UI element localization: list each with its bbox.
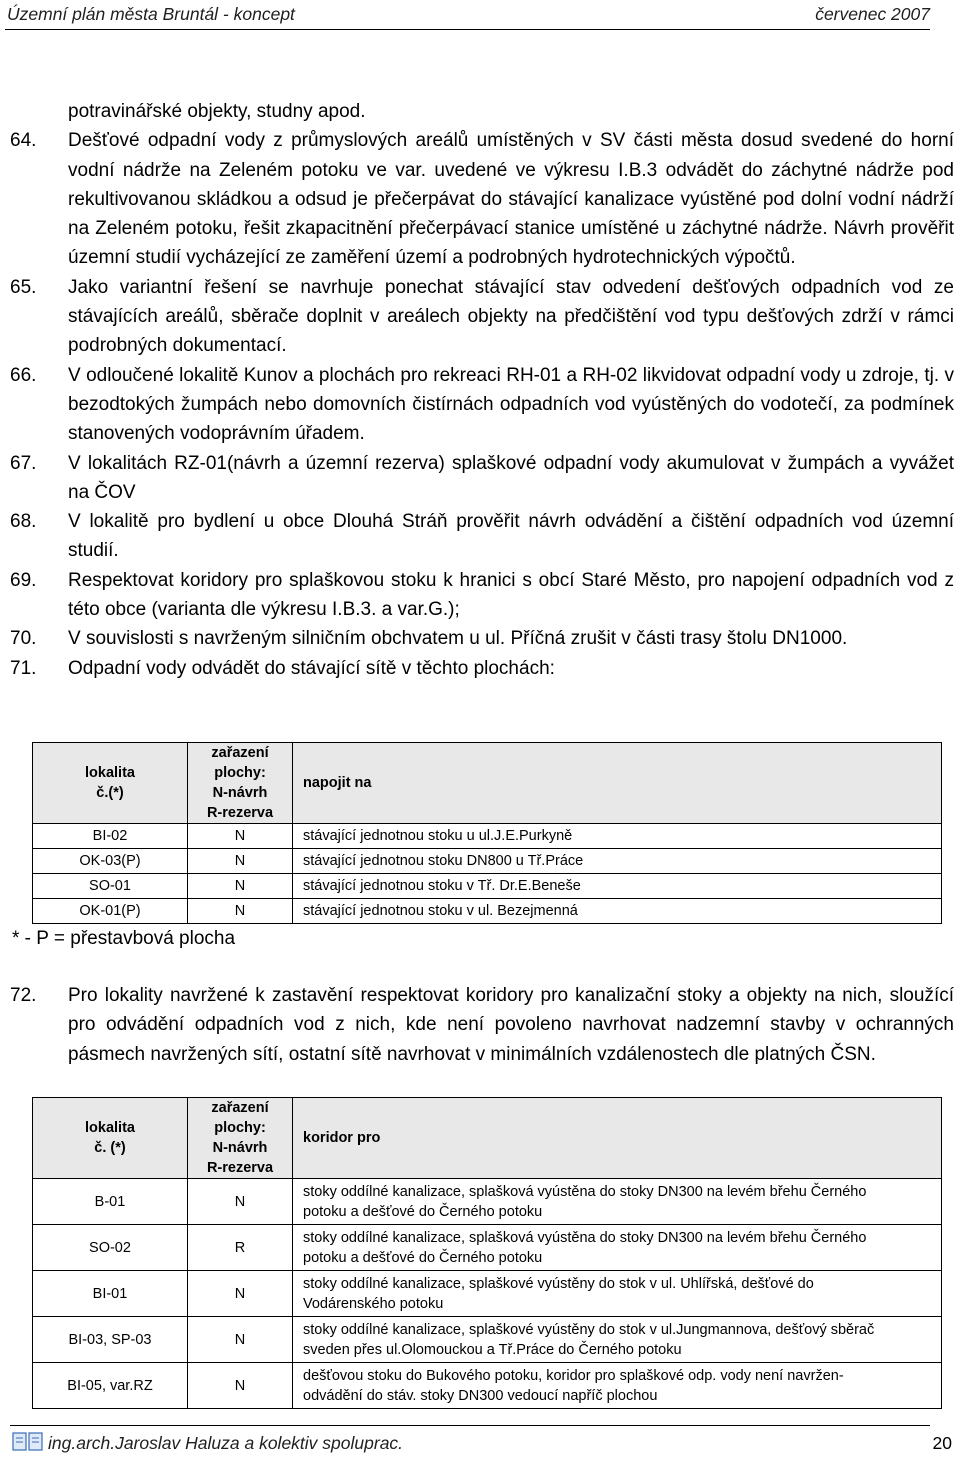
table-row [33,1363,942,1409]
footer-author: ing.arch.Jaroslav Haluza a kolektiv spoluprac. [48,1433,404,1453]
table-row [33,849,942,874]
cell-napojeni: stávající jednotnou stoku u ul.J.E.Purkyně [293,824,942,849]
main-text-72 [10,981,954,1069]
cell-zarazeni: N [188,1271,293,1317]
cell-lokalita: BI-02 [33,824,188,849]
item-text: V lokalitě pro bydlení u obce Dlouhá Stráň prověřit návrh odvádění a čištění odpadních vod územní studií. [68,511,954,562]
table-row [33,1271,942,1317]
item-text: V odloučené lokalitě Kunov a plochách pro rekreaci RH-01 a RH-02 likvidovat odpadní vody u zdroje, tj. v bezodtokých žumpách nebo domovních čistírnách odpadních vod vyústěných do vodotečí, za podmínek stanovených vodoprávním úřadem. [68,364,954,445]
cell-lokalita: SO-02 [33,1225,188,1271]
cell-zarazeni: N [188,1363,293,1409]
cell-zarazeni: N [188,1179,293,1225]
cell-koridor: dešťovou stoku do Bukového potoku, koridor pro splaškové odp. vody není navržen- odvádění do stáv. stoky DN300 vedoucí napříč plochou [293,1363,942,1409]
header-zarazeni: zařazení plochy: N-návrh R-rezerva [188,743,293,824]
table-row [33,899,942,924]
table-row [33,1179,942,1225]
connection-table [32,742,942,924]
item-number: 69. [10,569,37,591]
cell-koridor: stoky oddílné kanalizace, splašková vyústěna do stoky DN300 na levém břehu Černého potoku a dešťové do Černého potoku [293,1225,942,1271]
document-logo-icon [12,1430,44,1452]
item-number: 72. [10,985,37,1006]
header-napojit: napojit na [293,743,942,824]
cell-zarazeni: N [188,874,293,899]
header-divider [5,29,930,30]
item-66 [10,361,954,449]
footer-divider [10,1425,930,1426]
document-title: Územní plán města Bruntál - koncept [7,4,295,24]
cell-lokalita: BI-03, SP-03 [33,1317,188,1363]
cell-zarazeni: N [188,824,293,849]
item-number: 67. [10,452,37,474]
cell-lokalita: OK-03(P) [33,849,188,874]
cell-lokalita: BI-01 [33,1271,188,1317]
cell-lokalita: SO-01 [33,874,188,899]
item-65 [10,273,954,361]
item-72 [10,981,954,1069]
table-row [33,1225,942,1271]
cell-zarazeni: R [188,1225,293,1271]
item-text: V lokalitách RZ-01(návrh a územní rezerva) splaškové odpadní vody akumulovat v žumpách a vyvážet na ČOV [68,452,954,503]
intro-line: potravinářské objekty, studny apod. [68,101,366,122]
cell-lokalita: B-01 [33,1179,188,1225]
item-70 [10,624,954,653]
main-text [10,97,954,683]
document-date: červenec 2007 [815,4,930,24]
header-zarazeni: zařazení plochy: N-návrh R-rezerva [188,1098,293,1179]
table-row [33,824,942,849]
cell-zarazeni: N [188,849,293,874]
item-text: Pro lokality navržené k zastavění respektovat koridory pro kanalizační stoky a objekty na nich, sloužící pro odvádění odpadních vod z nich, kde není povoleno navrhovat nadzemní stavby v ochranných pásmech navržených sítí, ostatní sítě navrhovat v minimálních vzdálenostech dle platných ČSN. [68,985,954,1065]
header-lokalita: lokalita č. (*) [33,1098,188,1179]
item-text: Respektovat koridory pro splaškovou stoku k hranici s obcí Staré Město, pro napojení odpadních vod z této obce (varianta dle výkresu I.B.3. a var.G.); [68,569,954,621]
table-row [33,874,942,899]
item-number: 71. [10,657,37,679]
header-lokalita: lokalita č.(*) [33,743,188,824]
item-number: 68. [10,511,37,533]
cell-koridor: stoky oddílné kanalizace, splašková vyústěna do stoky DN300 na levém břehu Černého potoku a dešťové do Černého potoku [293,1179,942,1225]
item-number: 66. [10,364,37,386]
cell-koridor: stoky oddílné kanalizace, splaškové vyústěny do stok v ul. Uhlířská, dešťové do Vodárenského potoku [293,1271,942,1317]
header-koridor: koridor pro [293,1098,942,1179]
item-number: 65. [10,276,37,298]
cell-zarazeni: N [188,1317,293,1363]
page-header [5,0,930,30]
item-text: Dešťové odpadní vody z průmyslových areálů umístěných v SV části města dosud svedené do horní vodní nádrže na Zeleném potoku ve var. uvedené ve výkresu I.B.3 odvádět do záchytné nádrže pod rekultivovanou skládkou a odsud je přečerpávat do stávající kanalizace vyústěné pod dolní vodní nádrží na Zeleném potoku, řešit zkapacitnění přečerpávací stanice umístěné u záchytné nádrže. Návrh prověřit územní studií vycházející ze zaměření území a podrobných hydrotechnických výpočtů. [68,130,954,269]
item-67 [10,449,954,508]
item-71 [10,654,954,683]
item-68 [10,507,954,566]
table-header-row [33,1098,942,1179]
cell-napojeni: stávající jednotnou stoku v Tř. Dr.E.Beneše [293,874,942,899]
item-number: 70. [10,628,37,650]
table-footnote: * - P = přestavbová plocha [12,928,236,949]
item-69 [10,566,954,625]
cell-koridor: stoky oddílné kanalizace, splaškové vyústěny do stok v ul.Jungmannova, dešťový sběrač sveden přes ul.Olomouckou a Tř.Práce do Černého potoku [293,1317,942,1363]
cell-napojeni: stávající jednotnou stoku v ul. Bezejmenná [293,899,942,924]
page-number: 20 [932,1433,952,1453]
table-row [33,1317,942,1363]
table-header-row [33,743,942,824]
corridor-table [32,1097,942,1409]
cell-lokalita: BI-05, var.RZ [33,1363,188,1409]
cell-napojeni: stávající jednotnou stoku DN800 u Tř.Práce [293,849,942,874]
cell-zarazeni: N [188,899,293,924]
item-text: V souvislosti s navrženým silničním obchvatem u ul. Příčná zrušit v části trasy štolu DN1000. [68,628,848,650]
item-text: Odpadní vody odvádět do stávající sítě v těchto plochách: [68,657,555,679]
item-number: 64. [10,130,37,152]
item-text: Jako variantní řešení se navrhuje ponechat stávající stav odvedení dešťových odpadních vod ze stávajících areálů, sběrače doplnit v areálech objekty na předčištění vod typu dešťových zdrží v rámci podrobných dokumentací. [68,276,954,357]
cell-lokalita: OK-01(P) [33,899,188,924]
item-64 [10,126,954,272]
